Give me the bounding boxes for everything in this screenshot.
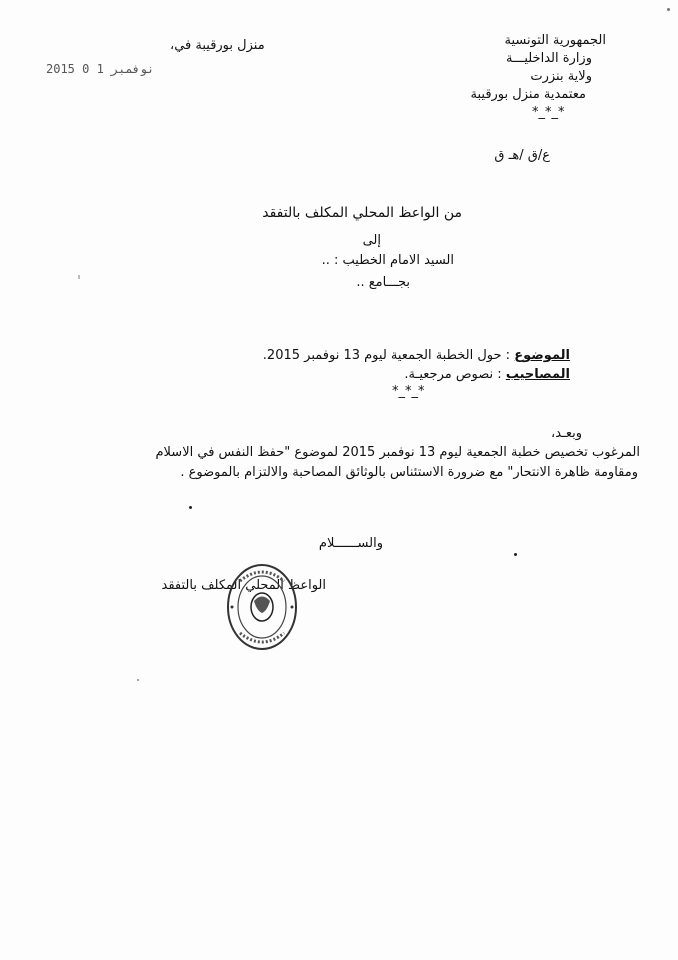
official-seal: [226, 563, 298, 651]
delegation-header: معتمدية منزل بورقيبة: [470, 87, 586, 102]
opening-greeting: وبعـد،: [551, 426, 582, 441]
scan-speck: [514, 553, 517, 556]
to-word: إلى: [362, 233, 381, 248]
scan-speck: [667, 8, 670, 11]
mosque-line: بجـــامع ..: [356, 275, 410, 290]
reference-code: ع/ق /هـ ق: [494, 148, 550, 163]
attachments-line: [404, 366, 570, 383]
subject-text: : حول الخطبة الجمعية ليوم 13 نوفمبر 2015.: [262, 348, 511, 363]
recipient-line: السيد الامام الخطيب : ..: [321, 253, 454, 268]
header-separator: *_*_*: [532, 105, 565, 120]
closing-salutation: والســــــلام: [318, 536, 383, 551]
attachments-label: المصاحيب: [505, 367, 570, 382]
scan-speck: [137, 679, 139, 681]
place-date-label: منزل بورقيبة في،: [170, 38, 265, 53]
republic-header: الجمهورية التونسية: [504, 33, 606, 48]
body-line-2: ومقاومة ظاهرة الانتحار" مع ضرورة الاستئناس بالوثائق المصاحبة والالتزام بالموضوع .: [180, 465, 638, 480]
stamped-date: 2015 نوفمبر 1 0: [46, 62, 155, 76]
scan-speck: [189, 506, 192, 509]
ministry-header: وزارة الداخليـــة: [505, 51, 592, 66]
scan-speck: [78, 275, 80, 279]
body-line-1: المرغوب تخصيص خطبة الجمعية ليوم 13 نوفمبر 2015 لموضوع "حفظ النفس في الاسلام: [155, 445, 640, 460]
subject-label: الموضوع: [514, 348, 570, 363]
governorate-header: ولاية بنزرت: [530, 69, 592, 84]
subject-separator: *_*_*: [392, 384, 425, 399]
sender-line: من الواعظ المحلي المكلف بالتفقد: [262, 205, 462, 221]
signature-title: الواعظ المحلي المكلف بالتفقد: [161, 578, 326, 593]
attachments-text: : نصوص مرجعيـة.: [404, 367, 502, 382]
subject-line: [263, 347, 570, 364]
